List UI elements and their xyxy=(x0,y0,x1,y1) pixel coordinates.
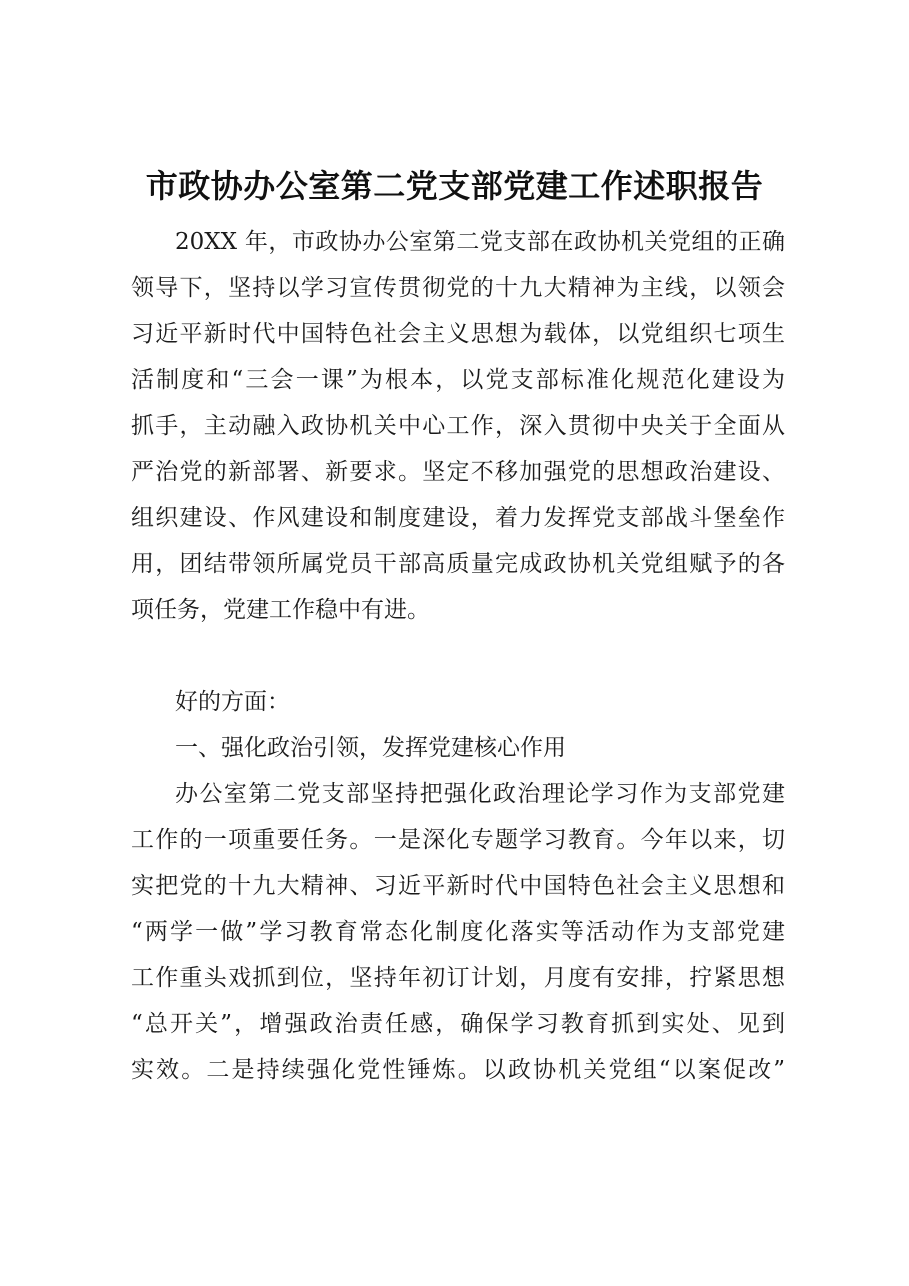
paragraph-section-1 xyxy=(131,771,785,1093)
text-line: 活制度和“三会一课”为根本，以党支部标准化规范化建设为 xyxy=(131,367,785,393)
section-heading-1 xyxy=(131,725,785,771)
text-line: 习近平新时代中国特色社会主义思想为载体，以党组织七项生 xyxy=(131,321,785,347)
text-line: 实把党的十九大精神、习近平新时代中国特色社会主义思想和 xyxy=(131,873,785,899)
text-line: 用，团结带领所属党员干部高质量完成政协机关党组赋予的各 xyxy=(131,551,785,577)
text-line: 项任务，党建工作稳中有进。 xyxy=(131,597,430,623)
text-line: 领导下，坚持以学习宣传贯彻党的十九大精神为主线，以领会 xyxy=(131,275,785,301)
document-title: 市政协办公室第二党支部党建工作述职报告 xyxy=(145,167,764,205)
text-line: 抓手，主动融入政协机关中心工作，深入贯彻中央关于全面从 xyxy=(131,413,785,439)
text-line: 一、强化政治引领，发挥党建核心作用 xyxy=(175,735,566,761)
text-line: 严治党的新部署、新要求。坚定不移加强党的思想政治建设、 xyxy=(131,459,785,485)
text-line: 实效。二是持续强化党性锤炼。以政协机关党组“以案促改” xyxy=(131,1057,785,1083)
text-line: 20XX 年，市政协办公室第二党支部在政协机关党组的正确 xyxy=(175,229,785,255)
text-line: 组织建设、作风建设和制度建设，着力发挥党支部战斗堡垒作 xyxy=(131,505,785,531)
text-line: 好的方面： xyxy=(175,689,290,715)
paragraph-intro xyxy=(131,219,785,633)
text-line: 工作的一项重要任务。一是深化专题学习教育。今年以来，切 xyxy=(131,827,785,853)
paragraph-good-aspects xyxy=(131,679,785,725)
text-line: “两学一做”学习教育常态化制度化落实等活动作为支部党建 xyxy=(131,919,785,945)
text-line: 工作重头戏抓到位，坚持年初订计划，月度有安排，拧紧思想 xyxy=(131,965,785,991)
text-line: “总开关”，增强政治责任感，确保学习教育抓到实处、见到 xyxy=(131,1011,785,1037)
text-line: 办公室第二党支部坚持把强化政治理论学习作为支部党建 xyxy=(175,781,785,807)
